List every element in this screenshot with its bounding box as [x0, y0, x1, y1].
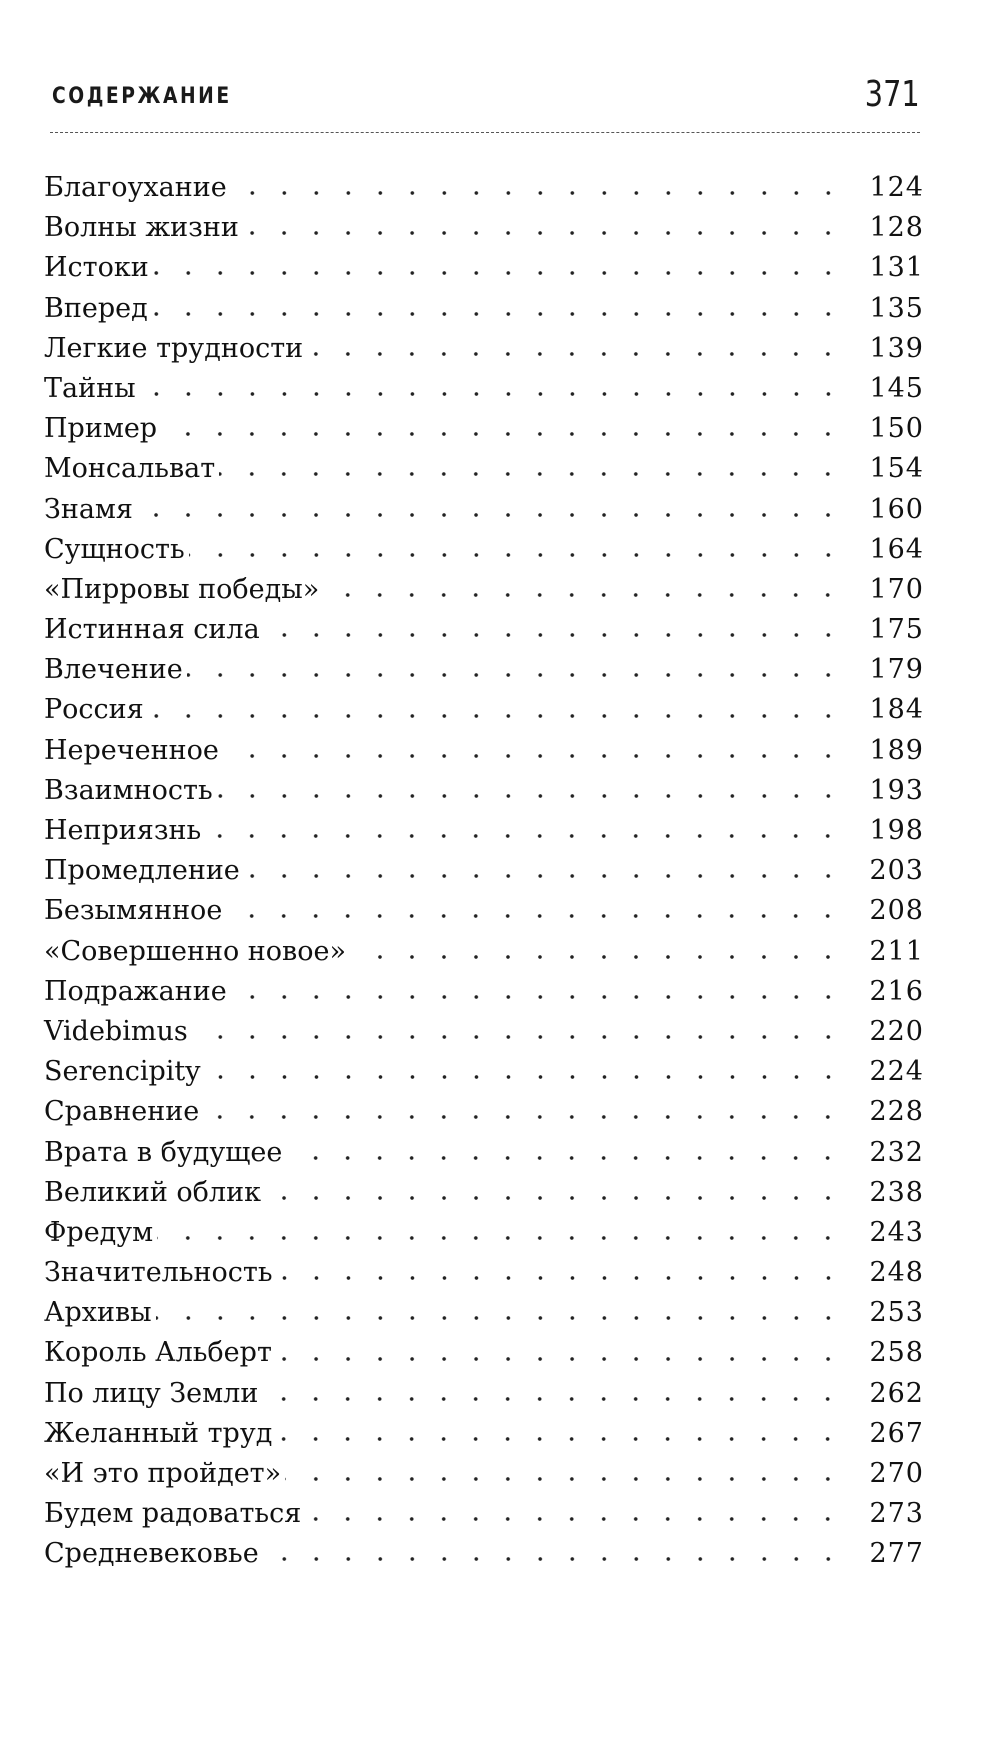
dot-leader: [243, 230, 844, 236]
toc-entry-page-number: 193: [869, 774, 924, 806]
toc-entry-title: Монсальват: [44, 453, 216, 485]
dot-leader: [231, 190, 844, 196]
toc-entry-page-number: 139: [869, 332, 924, 364]
dot-leader: [305, 1516, 844, 1522]
dot-leader: [157, 1235, 844, 1241]
dot-leader: [148, 713, 844, 719]
toc-entry-page-number: 211: [869, 935, 924, 967]
toc-entry-title: Сущность: [44, 533, 185, 565]
toc-entry-title: Промедление: [44, 855, 240, 887]
toc-entry-page-number: 270: [869, 1458, 924, 1489]
toc-entry[interactable]: [44, 490, 924, 530]
toc-entry-title: По лицу Земли: [44, 1377, 259, 1409]
toc-entry[interactable]: [44, 932, 924, 972]
dot-leader: [276, 1436, 844, 1442]
dot-leader: [265, 1195, 844, 1201]
header-divider: [50, 132, 920, 133]
toc-entry-page-number: 179: [869, 654, 924, 686]
toc-entry[interactable]: [44, 409, 924, 449]
toc-entry[interactable]: [44, 771, 924, 811]
toc-entry[interactable]: [44, 369, 924, 409]
dot-leader: [277, 1275, 844, 1281]
toc-entry-title: Serencipity: [44, 1056, 201, 1088]
toc-entry[interactable]: [44, 449, 924, 489]
toc-entry-page-number: 135: [869, 292, 924, 324]
dot-leader: [285, 1476, 844, 1482]
dot-leader: [137, 512, 844, 518]
toc-entry-page-number: 170: [869, 573, 924, 605]
dot-leader: [205, 1074, 844, 1080]
toc-entry[interactable]: [44, 1133, 924, 1173]
toc-entry[interactable]: [44, 329, 924, 369]
toc-entry-title: Videbimus: [44, 1015, 188, 1047]
dot-leader: [262, 1396, 844, 1402]
toc-entry[interactable]: [44, 650, 924, 690]
toc-entry-page-number: 128: [869, 212, 924, 244]
toc-entry-page-number: 160: [869, 493, 924, 525]
toc-entry-page-number: 258: [869, 1337, 924, 1369]
toc-entry[interactable]: [44, 289, 924, 329]
toc-entry-title: Истинная сила: [44, 614, 260, 646]
toc-entry[interactable]: [44, 248, 924, 288]
toc-entry-title: Легкие трудности: [44, 332, 304, 364]
dot-leader: [192, 1034, 844, 1040]
toc-entry-page-number: 253: [869, 1297, 924, 1329]
dot-leader: [152, 311, 844, 317]
toc-entry[interactable]: [44, 1213, 924, 1253]
toc-entry[interactable]: [44, 811, 924, 851]
toc-entry[interactable]: [44, 1333, 924, 1373]
toc-entry[interactable]: [44, 1414, 924, 1454]
toc-entry-page-number: 184: [869, 694, 924, 726]
dot-leader: [156, 1315, 844, 1321]
toc-entry[interactable]: [44, 1454, 924, 1494]
toc-entry[interactable]: [44, 1092, 924, 1132]
dot-leader: [244, 873, 844, 879]
toc-entry-title: Значительность: [44, 1257, 273, 1289]
toc-entry-page-number: 262: [869, 1377, 924, 1409]
toc-entry-title: Истоки: [44, 252, 149, 284]
toc-entry-page-number: 175: [869, 614, 924, 646]
toc-entry-title: Король Альберт: [44, 1337, 272, 1369]
toc-entry-page-number: 208: [869, 895, 924, 927]
toc-entry-title: Вперед: [44, 292, 148, 324]
toc-entry-title: Желанный труд: [44, 1417, 273, 1449]
toc-entry-title: Безымянное: [44, 895, 223, 927]
toc-entry-page-number: 198: [869, 815, 924, 846]
dot-leader: [323, 592, 844, 598]
dot-leader: [350, 954, 844, 960]
toc-entry-page-number: 248: [869, 1257, 924, 1289]
dot-leader: [286, 1155, 844, 1161]
dot-leader: [189, 552, 844, 558]
dot-leader: [161, 431, 844, 437]
toc-entry[interactable]: [44, 972, 924, 1012]
toc-entry-page-number: 203: [869, 855, 924, 887]
toc-entry-title: Взаимность: [44, 774, 213, 806]
section-title: СОДЕРЖАНИЕ: [52, 84, 232, 109]
toc-entry-page-number: 131: [869, 252, 924, 284]
toc-entry-page-number: 228: [869, 1096, 924, 1128]
toc-entry[interactable]: [44, 1374, 924, 1414]
toc-entry-page-number: 189: [869, 734, 924, 766]
dot-leader: [153, 270, 844, 276]
toc-entry-title: Будем радоваться: [44, 1498, 302, 1530]
toc-entry[interactable]: [44, 891, 924, 931]
toc-entry-page-number: 232: [869, 1136, 924, 1168]
toc-entry[interactable]: [44, 1534, 924, 1574]
toc-entry-page-number: 224: [869, 1056, 924, 1088]
toc-entry-title: Нереченное: [44, 734, 219, 766]
toc-entry-page-number: 238: [869, 1176, 924, 1208]
toc-entry[interactable]: [44, 851, 924, 891]
toc-entry[interactable]: [44, 1052, 924, 1092]
toc-entry-title: Великий облик: [44, 1176, 261, 1208]
toc-entry-title: Тайны: [44, 372, 136, 404]
toc-entry-page-number: 243: [869, 1216, 924, 1248]
toc-entry-title: «Пирровы победы»: [44, 573, 320, 605]
dot-leader: [219, 471, 844, 477]
dot-leader: [140, 391, 844, 397]
toc-entry-page-number: 216: [869, 975, 924, 1007]
toc-entry-page-number: 164: [869, 533, 924, 565]
toc-entry-title: Подражание: [44, 975, 227, 1007]
dot-leader: [187, 672, 844, 678]
toc-entry-title: Пример: [44, 413, 158, 445]
toc-entry-page-number: 145: [869, 372, 924, 404]
toc-entry-page-number: 220: [869, 1015, 924, 1047]
page-number: 371: [865, 74, 920, 115]
toc-entry[interactable]: [44, 1253, 924, 1293]
running-head: [52, 74, 920, 118]
toc-entry-title: Знамя: [44, 493, 133, 525]
dot-leader: [307, 351, 844, 357]
toc-entry[interactable]: [44, 731, 924, 771]
toc-entry[interactable]: [44, 1293, 924, 1333]
toc-entry-title: Фредум: [44, 1216, 154, 1248]
toc-entry-page-number: 267: [869, 1417, 924, 1449]
dot-leader: [205, 833, 844, 839]
toc-entry-title: Врата в будущее: [44, 1136, 283, 1168]
dot-leader: [203, 1114, 844, 1120]
dot-leader: [226, 913, 844, 919]
toc-entry-title: «И это пройдет»: [44, 1458, 282, 1489]
toc-entry-page-number: 277: [869, 1538, 924, 1570]
table-of-contents: [44, 168, 924, 1575]
toc-entry-title: Волны жизни: [44, 212, 239, 244]
toc-entry[interactable]: [44, 570, 924, 610]
toc-entry-title: Архивы: [44, 1297, 152, 1329]
toc-entry[interactable]: [44, 1012, 924, 1052]
toc-entry-title: Сравнение: [44, 1096, 200, 1128]
toc-entry-title: Влечение: [44, 654, 183, 686]
dot-leader: [264, 632, 844, 638]
toc-entry-title: Благоухание: [44, 172, 227, 203]
toc-entry[interactable]: [44, 690, 924, 730]
toc-entry-title: «Совершенно новое»: [44, 935, 347, 967]
toc-entry-page-number: 154: [869, 453, 924, 485]
toc-entry[interactable]: [44, 1173, 924, 1213]
dot-leader: [231, 994, 844, 1000]
dot-leader: [276, 1356, 844, 1362]
toc-entry-page-number: 150: [869, 413, 924, 445]
toc-entry-page-number: 124: [869, 172, 924, 203]
toc-entry-title: Неприязнь: [44, 815, 202, 846]
toc-entry-page-number: 273: [869, 1498, 924, 1530]
dot-leader: [263, 1556, 844, 1562]
dot-leader: [223, 753, 844, 759]
toc-entry[interactable]: [44, 530, 924, 570]
toc-entry-title: Россия: [44, 694, 144, 726]
toc-entry[interactable]: [44, 610, 924, 650]
dot-leader: [217, 793, 844, 799]
toc-entry[interactable]: [44, 168, 924, 208]
toc-entry[interactable]: [44, 1494, 924, 1534]
toc-entry-title: Средневековье: [44, 1538, 259, 1570]
toc-entry[interactable]: [44, 208, 924, 248]
